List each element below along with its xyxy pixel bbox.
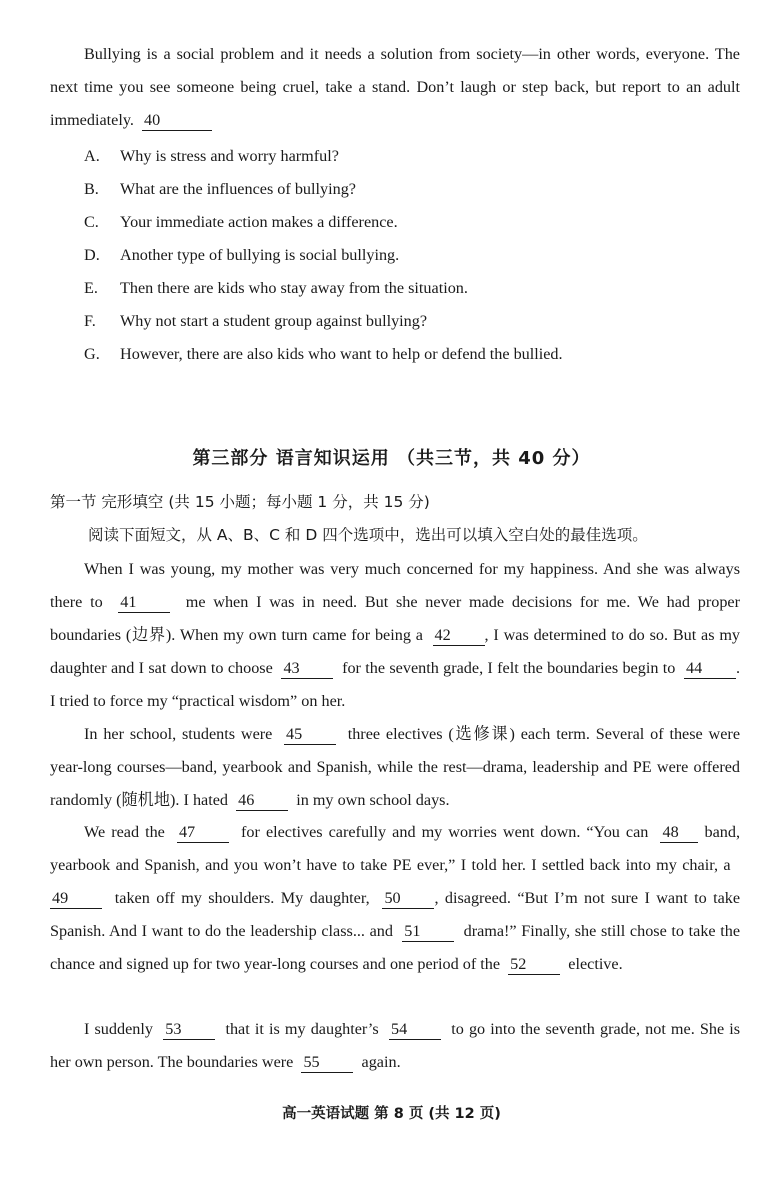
answer-blank-50: 50 <box>382 888 434 909</box>
option-letter: A. <box>84 147 100 165</box>
answer-blank-42: 42 <box>433 625 485 646</box>
cloze-text: , disagreed. “But I’m not sure I want to take Spanish. And I want to do the leadership class... and <box>50 889 741 940</box>
option-text: Then there are kids who stay away from the situation. <box>120 279 468 297</box>
option-letter: E. <box>84 279 98 297</box>
answer-blank-53: 53 <box>163 1019 215 1040</box>
section-heading: 第三部分 语言知识运用 （共三节，共 40 分） <box>192 448 591 469</box>
answer-options-list <box>84 140 563 371</box>
cloze-text: I suddenly <box>84 1020 153 1038</box>
cloze-text: drama!” Finally, she still chose to take the chance and signed up for two year-long courses and one period of the <box>50 922 741 973</box>
cloze-text: me when I was in need. But she never made decisions for me. We had proper boundaries (边界). When my own turn came for being a <box>50 593 741 644</box>
option-text: What are the influences of bullying? <box>120 180 356 198</box>
option-c <box>84 206 563 239</box>
answer-blank-55: 55 <box>301 1052 353 1073</box>
option-letter: B. <box>84 180 99 198</box>
answer-blank-48: 48 <box>660 822 698 843</box>
answer-blank-45: 45 <box>284 724 336 745</box>
passage-closing-paragraph <box>50 38 740 137</box>
option-f <box>84 305 563 338</box>
paragraph-line-2: The next time you see someone being cruel, take a stand. Don’t laugh or step back, but report to <box>50 45 740 96</box>
cloze-text: taken off my shoulders. My daughter, <box>114 889 370 907</box>
option-b <box>84 173 563 206</box>
option-letter: G. <box>84 345 100 363</box>
answer-blank-44: 44 <box>684 658 736 679</box>
option-a <box>84 140 563 173</box>
option-text: Why not start a student group against bullying? <box>120 312 428 330</box>
cloze-paragraph-1 <box>50 553 740 718</box>
cloze-paragraph-3 <box>50 816 740 981</box>
section-subheading: 第一节 完形填空 (共 15 小题；每小题 1 分，共 15 分) <box>50 493 430 511</box>
answer-blank-47: 47 <box>177 822 229 843</box>
option-letter: F. <box>84 312 96 330</box>
paragraph-line-3: an adult immediately. <box>50 78 741 129</box>
cloze-text: in my own school days. <box>296 791 450 809</box>
cloze-text: for electives carefully and my worries went down. “You can <box>241 823 649 841</box>
cloze-text: band, yearbook and Spanish, and you won’t have to take PE ever,” I told her. I settled back into my chair, a <box>50 823 741 874</box>
answer-blank-43: 43 <box>281 658 333 679</box>
cloze-text: elective. <box>568 955 623 973</box>
cloze-paragraph-2 <box>50 718 740 817</box>
option-d <box>84 239 563 272</box>
answer-blank-41: 41 <box>118 592 170 613</box>
page-footer: 高一英语试题 第 8 页 (共 12 页) <box>282 1106 501 1122</box>
option-g <box>84 338 563 371</box>
section-instruction: 阅读下面短文，从 A、B、C 和 D 四个选项中，选出可以填入空白处的最佳选项。 <box>88 526 648 544</box>
cloze-text: again. <box>361 1053 401 1071</box>
option-e <box>84 272 563 305</box>
answer-blank-51: 51 <box>402 921 454 942</box>
option-text: Your immediate action makes a difference. <box>120 213 398 231</box>
option-letter: D. <box>84 246 100 264</box>
option-letter: C. <box>84 213 99 231</box>
cloze-text: In her school, students were <box>84 725 273 743</box>
answer-blank-46: 46 <box>236 790 288 811</box>
cloze-text: three electives (选修课) each term. Several of these were year-long courses—band, yearbook and Spanish, while the rest—drama, leadership and PE were offered randomly (随机地). I hated <box>50 725 741 809</box>
answer-blank-52: 52 <box>508 954 560 975</box>
cloze-text: that it is my daughter’s <box>225 1020 379 1038</box>
answer-blank-40: 40 <box>142 110 212 131</box>
cloze-text: , I was determined to do so. But as my daughter and I sat down to choose <box>50 626 740 677</box>
cloze-text: to go into the seventh grade, not me. She is her own person. The boundaries were <box>50 1020 741 1071</box>
answer-blank-49: 49 <box>50 888 102 909</box>
cloze-text: . I tried to force my “practical wisdom” on her. <box>50 659 741 710</box>
cloze-paragraph-4 <box>50 1013 740 1079</box>
cloze-text: for the seventh grade, I felt the boundaries begin to <box>342 659 676 677</box>
cloze-text: When I was young, my mother was very much concerned for my happiness. And she was always there to <box>50 560 740 611</box>
answer-blank-54: 54 <box>389 1019 441 1040</box>
option-text: However, there are also kids who want to help or defend the bullied. <box>120 345 563 363</box>
option-text: Another type of bullying is social bullying. <box>120 246 400 264</box>
cloze-text: We read the <box>84 823 165 841</box>
option-text: Why is stress and worry harmful? <box>120 147 339 165</box>
paragraph-line-1: Bullying is a social problem and it needs a solution from society—in other words, everyone. <box>84 45 710 63</box>
